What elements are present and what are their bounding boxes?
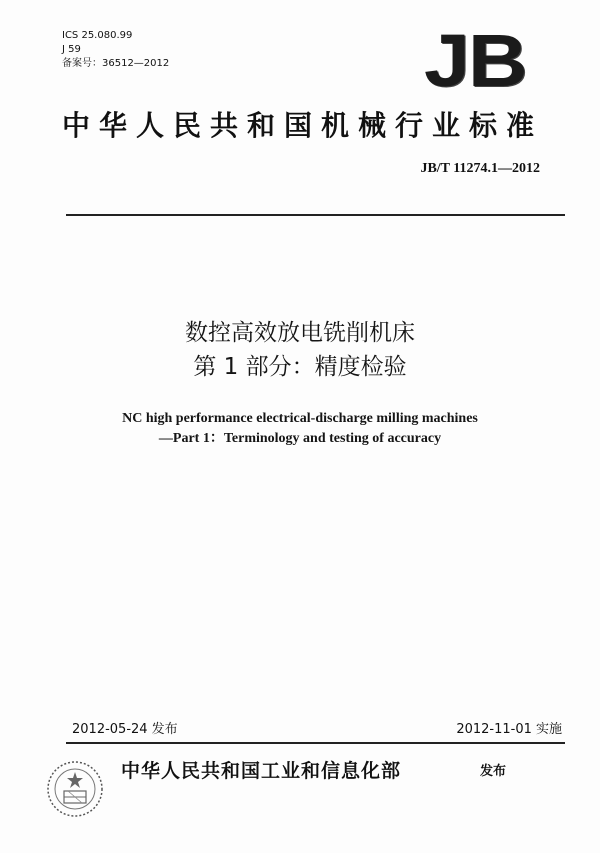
issuer-action: 发布 xyxy=(480,764,507,779)
standard-category-title: 中华人民共和国机械行业标准 xyxy=(62,109,544,142)
issue-date: 2012-05-24 发布 xyxy=(72,722,178,737)
implementation-date: 2012-11-01 实施 xyxy=(456,722,562,737)
title-cn-line1: 数控高效放电铣削机床 xyxy=(185,320,415,346)
title-en-line2: —Part 1：Terminology and testing of accuracy xyxy=(158,431,442,446)
ics-code: ICS 25.080.99 xyxy=(62,30,133,41)
title-cn-line2: 第 1 部分：精度检验 xyxy=(193,354,407,380)
classification-code: J 59 xyxy=(62,44,81,55)
issuer-name: 中华人民共和国工业和信息化部 xyxy=(121,760,402,782)
title-en-line1: NC high performance electrical-discharge milling machines xyxy=(122,411,478,426)
header-divider xyxy=(66,214,565,216)
footer-divider xyxy=(66,742,565,744)
standard-number: JB/T 11274.1—2012 xyxy=(420,161,540,176)
issuer-seal-icon xyxy=(44,758,106,820)
jb-logo: JB xyxy=(424,19,526,102)
record-number: 备案号：36512—2012 xyxy=(62,58,170,69)
